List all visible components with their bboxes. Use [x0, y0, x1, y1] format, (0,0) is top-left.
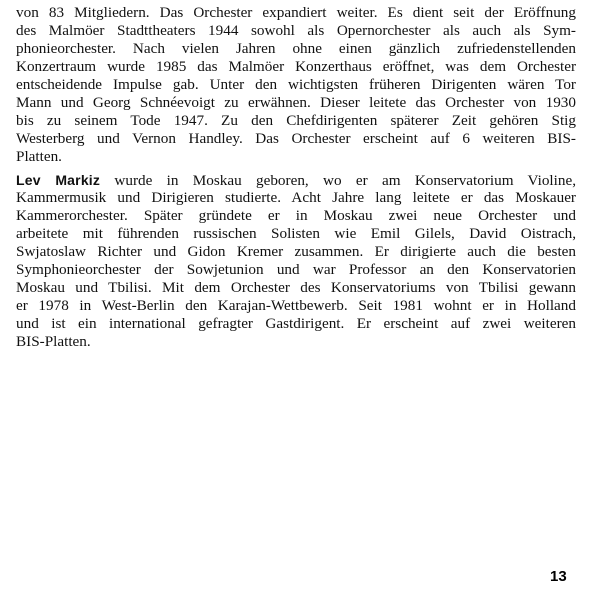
text-line-first	[16, 171, 576, 189]
text-line: phonieorchester. Nach vielen Jahren ohne einen gänzlich zufriedenstellenden	[16, 40, 576, 57]
text-line: Mann und Georg Schnéevoigt zu erwähnen. Dieser leitete das Orchester von 1930	[16, 94, 576, 111]
text-line: BIS-Platten.	[16, 333, 91, 350]
text-line: Konzertraum wurde 1985 das Malmöer Konzerthaus eröffnet, was dem Orchester	[16, 58, 576, 75]
text-line: Symphonieorchester der Sowjetunion und war Professor an den Konservatorien	[16, 261, 576, 278]
text-line: und ist ein international gefragter Gastdirigent. Er erscheint auf zwei weiteren	[16, 315, 576, 332]
text-line: er 1978 in West-Berlin den Karajan-Wettbewerb. Seit 1981 wohnt er in Holland	[16, 297, 576, 314]
text-line-first-rest: wurde in Moskau geboren, wo er am Konservatorium Violine,	[100, 172, 576, 189]
body-text	[16, 4, 576, 351]
page-number: 13	[550, 568, 567, 585]
text-line: Kammerorchester. Später gründete er in Moskau zwei neue Orchester und	[16, 207, 576, 224]
conductor-name: Lev Markiz	[16, 172, 101, 188]
text-line: Kammermusik und Dirigieren studierte. Acht Jahre lang leitete er das Moskauer	[16, 189, 576, 206]
paragraph-lev-markiz	[16, 171, 576, 351]
text-line: arbeitete mit führenden russischen Solisten wie Emil Gilels, David Oistrach,	[16, 225, 576, 242]
paragraph-orchestra	[16, 4, 576, 166]
text-line: Platten.	[16, 148, 62, 165]
text-line: Swjatoslaw Richter und Gidon Kremer zusammen. Er dirigierte auch die besten	[16, 243, 576, 260]
text-line: Westerberg und Vernon Handley. Das Orchester erscheint auf 6 weiteren BIS-	[16, 130, 576, 147]
text-line: Moskau und Tbilisi. Mit dem Orchester des Konservatoriums von Tbilisi gewann	[16, 279, 576, 296]
text-line: entscheidende Impulse gab. Unter den wichtigsten früheren Dirigenten wären Tor	[16, 76, 576, 93]
text-line: bis zu seinem Tode 1947. Zu den Chefdirigenten späterer Zeit gehören Stig	[16, 112, 576, 129]
text-line: des Malmöer Stadttheaters 1944 sowohl als Opernorchester als auch als Sym-	[16, 22, 576, 39]
text-line: von 83 Mitgliedern. Das Orchester expandiert weiter. Es dient seit der Eröffnung	[16, 4, 576, 21]
